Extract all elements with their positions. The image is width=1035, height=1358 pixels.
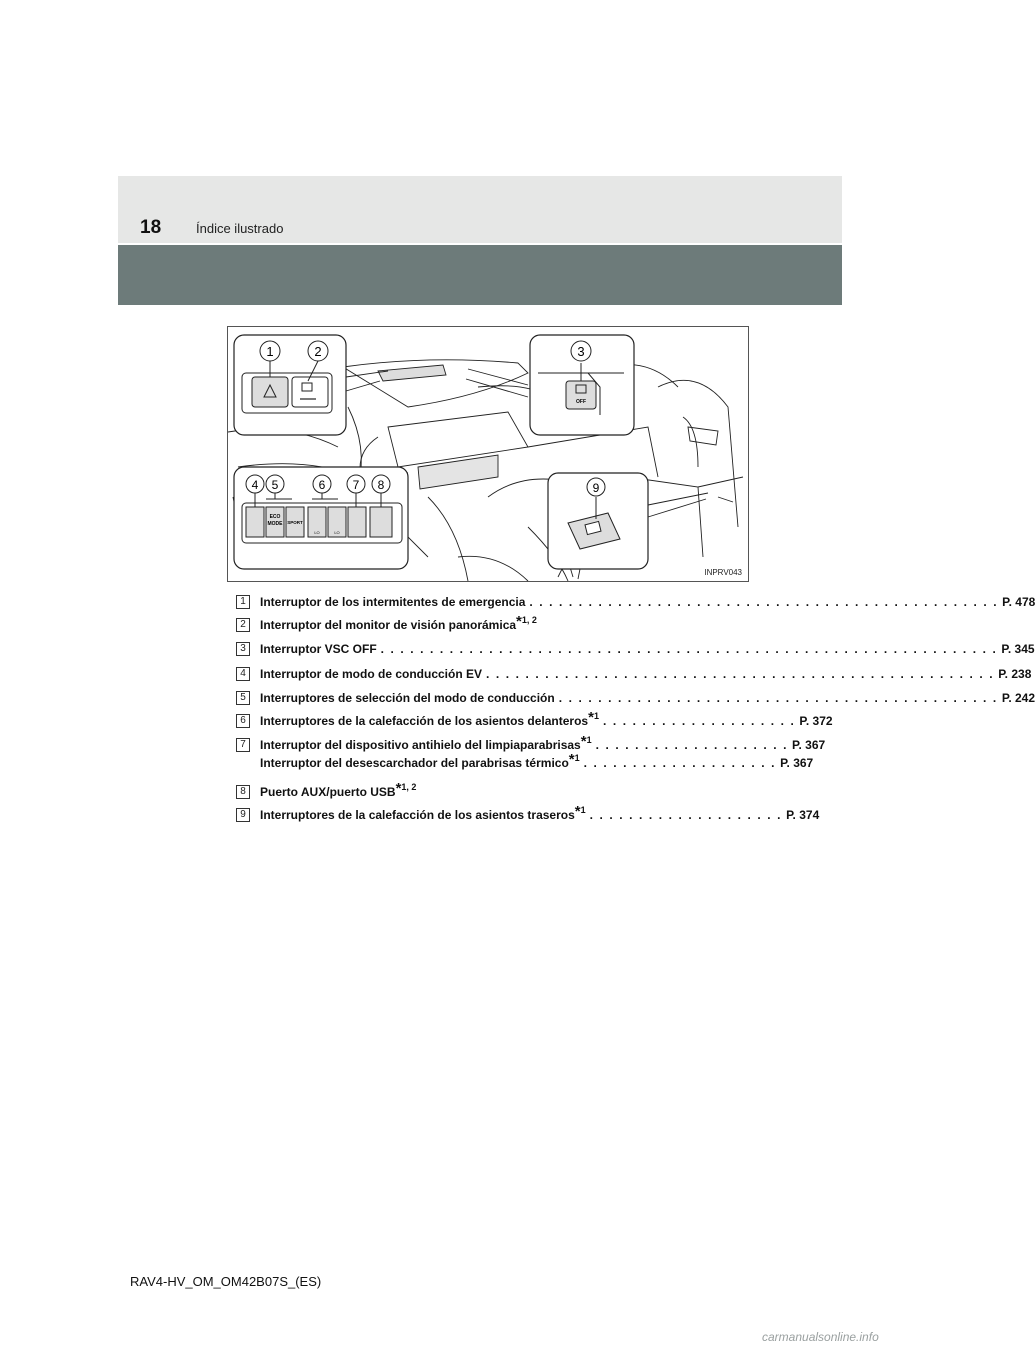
- entry-text: Interruptor VSC OFF: [260, 642, 377, 656]
- page-reference-link[interactable]: P. 367: [792, 738, 826, 752]
- svg-text:ECO: ECO: [269, 514, 281, 520]
- entry-text: Interruptor de los intermitentes de emergencia: [260, 595, 526, 609]
- entry-line: [260, 780, 723, 800]
- callout-number-2: [308, 341, 328, 361]
- footnote-marker: *1, 2: [516, 613, 537, 630]
- index-entry-2: [236, 613, 726, 635]
- index-entry-4: [236, 666, 1032, 684]
- leader-dots: . . . . . . . . . . . . . . . . . . . .: [583, 756, 777, 770]
- entry-line: [260, 709, 833, 729]
- entry-number: 5: [236, 691, 250, 705]
- entry-text: Interruptor del dispositivo antihielo del limpiaparabrisas$^{*1}$: [260, 733, 592, 752]
- leader-dots: . . . . . . . . . . . . . . . . . . . . . . . . . . . . . . . . . . . . . . . . . . . . . . . . . . . . . . . . . . . . . . .: [380, 642, 998, 656]
- entry-text: Interruptor del monitor de visión panorámica$^{*1, 2}$: [260, 613, 537, 632]
- entry-number: 9: [236, 808, 250, 822]
- page-reference-link[interactable]: P. 345: [1001, 642, 1035, 656]
- section-title: Índice ilustrado: [196, 221, 284, 236]
- callout-number-7: [347, 475, 365, 493]
- index-entry-3: [236, 641, 1035, 659]
- leader-dots: . . . . . . . . . . . . . . . . . . . . . . . . . . . . . . . . . . . . . . . . . . . . .: [558, 691, 998, 705]
- entry-number: 7: [236, 738, 250, 752]
- entry-line: [260, 594, 1035, 610]
- dashboard-illustration: [227, 326, 749, 582]
- entry-text: Interruptor de modo de conducción EV: [260, 667, 483, 681]
- entry-line: [260, 641, 1035, 657]
- svg-text:8: 8: [377, 478, 385, 492]
- leader-dots: . . . . . . . . . . . . . . . . . . . .: [602, 714, 796, 728]
- entry-number: 4: [236, 667, 250, 681]
- svg-text:LO: LO: [314, 530, 320, 535]
- callout-number-9: [587, 478, 605, 496]
- svg-text:7: 7: [352, 478, 360, 492]
- callout-hazard-and-monitor: [234, 335, 346, 435]
- entry-number: 2: [236, 618, 250, 632]
- entry-number: 1: [236, 595, 250, 609]
- svg-text:5: 5: [271, 478, 279, 492]
- index-entry-1: [236, 594, 1035, 612]
- entry-line: [260, 613, 723, 633]
- svg-text:6: 6: [318, 478, 326, 492]
- entry-line: [260, 751, 814, 771]
- watermark: carmanualsonline.info: [762, 1330, 879, 1344]
- index-entry-6: [236, 709, 833, 731]
- footnote-marker: *1: [568, 751, 580, 768]
- callout-number-4: [246, 475, 264, 493]
- index-entry-8: [236, 780, 726, 802]
- page-reference-link[interactable]: P. 367: [780, 756, 814, 770]
- page-reference-link[interactable]: P. 372: [799, 714, 833, 728]
- callout-number-5: [266, 475, 284, 493]
- entry-line: [260, 666, 1032, 682]
- entry-text: Interruptor del desescarchador del parabrisas térmico$^{*1}$: [260, 751, 580, 770]
- document-code: RAV4-HV_OM_OM42B07S_(ES): [130, 1274, 322, 1289]
- entry-text: Interruptores de la calefacción de los asientos delanteros$^{*1}$: [260, 709, 599, 728]
- entry-line: [260, 690, 1035, 706]
- entry-text: Interruptores de la calefacción de los asientos traseros$^{*1}$: [260, 803, 586, 822]
- callout-number-6: [313, 475, 331, 493]
- entry-text: Interruptores de selección del modo de conducción: [260, 691, 555, 705]
- entry-line: [260, 803, 820, 823]
- entry-number: 8: [236, 785, 250, 799]
- svg-text:2: 2: [314, 344, 322, 359]
- footnote-marker: *1: [580, 733, 592, 750]
- callout-number-8: [372, 475, 390, 493]
- footnote-marker: *1: [574, 803, 586, 820]
- leader-dots: . . . . . . . . . . . . . . . . . . . .: [589, 808, 783, 822]
- leader-dots: . . . . . . . . . . . . . . . . . . . . . . . . . . . . . . . . . . . . . . . . . . . . . . . .: [529, 595, 999, 609]
- index-entry-5: [236, 690, 1035, 708]
- svg-text:1: 1: [266, 344, 274, 359]
- svg-text:LO: LO: [334, 530, 340, 535]
- svg-text:MODE: MODE: [267, 521, 283, 527]
- page-reference-link[interactable]: P. 242: [1001, 691, 1035, 705]
- svg-text:9: 9: [592, 481, 600, 495]
- page-reference-link[interactable]: P. 478: [1002, 595, 1035, 609]
- index-entry-9: [236, 803, 820, 825]
- entry-line: [260, 733, 826, 753]
- entry-text: Puerto AUX/puerto USB$^{*1, 2}$: [260, 780, 417, 799]
- leader-dots: . . . . . . . . . . . . . . . . . . . . . . . . . . . . . . . . . . . . . . . . . . . . . . . . . . . .: [486, 667, 995, 681]
- page-reference-link[interactable]: P. 238: [998, 667, 1032, 681]
- entry-number: 6: [236, 714, 250, 728]
- leader-dots: . . . . . . . . . . . . . . . . . . . .: [595, 738, 789, 752]
- entry-number: 3: [236, 642, 250, 656]
- index-entry-7: [236, 733, 826, 773]
- dashboard-drawing: [228, 327, 748, 581]
- svg-text:OFF: OFF: [576, 399, 586, 405]
- svg-text:3: 3: [577, 344, 585, 359]
- callout-number-3: [571, 341, 591, 361]
- page-number: 18: [140, 217, 162, 238]
- svg-text:4: 4: [251, 478, 259, 492]
- illustration-code: INPRV043: [704, 568, 742, 577]
- page-reference-link[interactable]: P. 374: [786, 808, 820, 822]
- footnote-marker: *1, 2: [395, 780, 417, 797]
- footnote-marker: *1: [588, 709, 599, 726]
- callout-number-1: [260, 341, 280, 361]
- svg-text:SPORT: SPORT: [287, 520, 303, 525]
- header-dark-band: [118, 245, 842, 305]
